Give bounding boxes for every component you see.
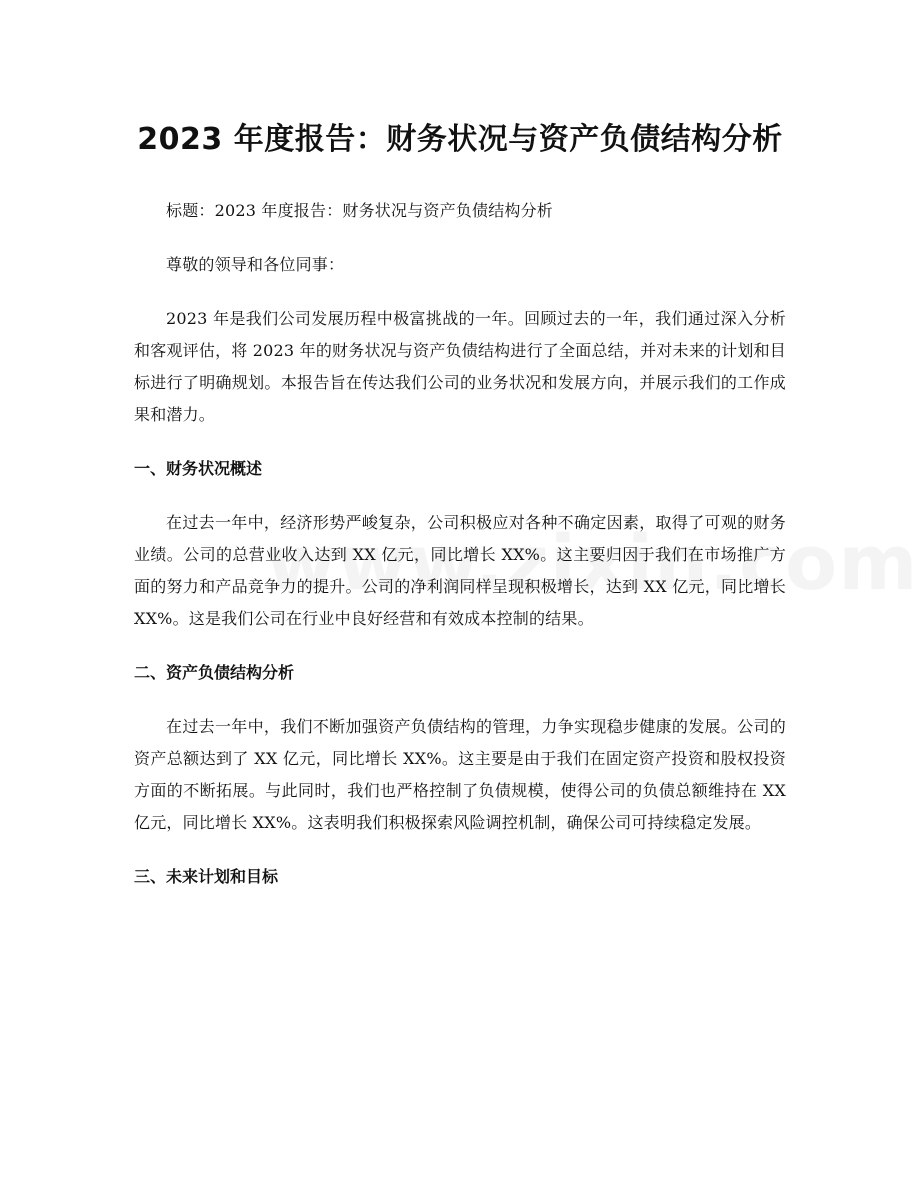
section-body-financial-overview: 在过去一年中，经济形势严峻复杂，公司积极应对各种不确定因素，取得了可观的财务业绩。公司的总营业收入达到 XX 亿元，同比增长 XX%。这主要归因于我们在市场推广方面的努力和产品竞争力的提升。公司的净利润同样呈现积极增长，达到 XX 亿元，同比增长 XX%。这是我们公司在行业中良好经营和有效成本控制的结果。 xyxy=(134,513,786,628)
intro-paragraph: 2023 年是我们公司发展历程中极富挑战的一年。回顾过去的一年，我们通过深入分析和客观评估，将 2023 年的财务状况与资产负债结构进行了全面总结，并对未来的计划和目标进行了明确规划。本报告旨在传达我们公司的业务状况和发展方向，并展示我们的工作成果和潜力。 xyxy=(134,309,786,424)
section-heading-future-plans: 三、未来计划和目标 xyxy=(134,867,279,886)
greeting: 尊敬的领导和各位同事： xyxy=(166,255,345,274)
section-heading-balance-sheet: 二、资产负债结构分析 xyxy=(134,663,295,682)
section-heading-financial-overview: 一、财务状况概述 xyxy=(134,459,263,478)
document-title: 2023 年度报告：财务状况与资产负债结构分析 xyxy=(137,122,783,157)
section-body-balance-sheet: 在过去一年中，我们不断加强资产负债结构的管理，力争实现稳步健康的发展。公司的资产总额达到了 XX 亿元，同比增长 XX%。这主要是由于我们在固定资产投资和股权投资方面的不断拓展。与此同时，我们也严格控制了负债规模，使得公司的负债总额维持在 XX 亿元，同比增长 XX%。这表明我们积极探索风险调控机制，确保公司可持续稳定发展。 xyxy=(134,717,786,832)
subtitle-line: 标题：2023 年度报告：财务状况与资产负债结构分析 xyxy=(166,201,554,220)
